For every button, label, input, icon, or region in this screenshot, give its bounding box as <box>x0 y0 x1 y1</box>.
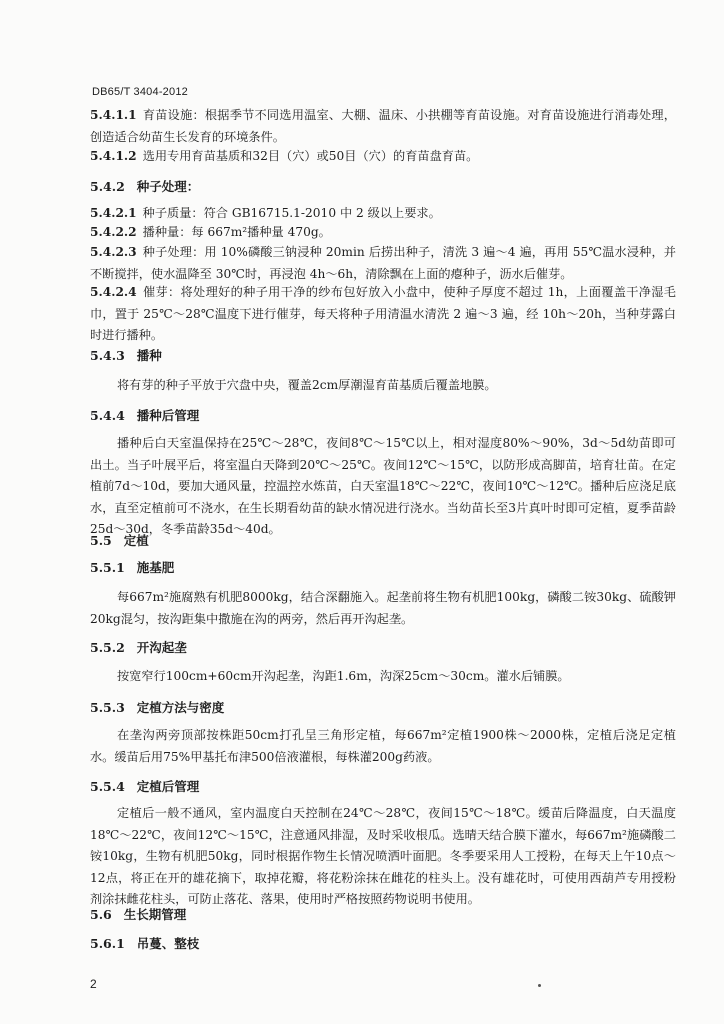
section-heading-5-6 <box>90 904 676 926</box>
section-number: 5.5.1 <box>90 560 125 575</box>
clause-text: 种子处理：用 10%磷酸三钠浸种 20min 后捞出种子，清洗 3 遍～4 遍，再用 55℃温水浸种，并不断搅拌，使水温降至 30℃时，再浸泡 4h～6h，清除飘在上面的瘪种子，沥水后催芽。 <box>90 245 676 281</box>
clause-number: 5.4.2.1 <box>90 206 137 220</box>
clause-number: 5.4.2.3 <box>90 245 137 259</box>
section-title: 生长期管理 <box>123 907 187 922</box>
section-title: 施基肥 <box>136 560 175 575</box>
standard-code: DB65/T 3404-2012 <box>92 86 188 98</box>
clause-5-4-1-2 <box>90 146 676 168</box>
paragraph-planting-density: 在垄沟两旁顶部按株距50cm打孔呈三角形定植，每667m²定植1900株～2000株，定植后浇足定植水。缓苗后用75%甲基托布津500倍液灌根，每株灌200g药液。 <box>90 728 676 764</box>
clause-text: 种子质量：符合 GB16715.1-2010 中 2 级以上要求。 <box>142 206 441 220</box>
section-number: 5.4.2 <box>90 179 125 194</box>
section-heading-5-5-4 <box>90 776 676 798</box>
clause-text: 选用专用育苗基质和32目（穴）或50目（穴）的育苗盘育苗。 <box>142 149 479 163</box>
section-number: 5.6 <box>90 907 112 922</box>
section-heading-5-5 <box>90 530 676 552</box>
section-title: 播种 <box>136 348 162 363</box>
section-heading-5-5-3 <box>90 697 676 719</box>
section-heading-5-5-2 <box>90 637 676 659</box>
section-title: 播种后管理 <box>136 408 200 423</box>
clause-5-4-1-1 <box>90 105 676 148</box>
scan-speck <box>538 984 541 987</box>
section-title: 开沟起垄 <box>136 640 187 655</box>
section-number: 5.5.3 <box>90 700 125 715</box>
section-number: 5.5.2 <box>90 640 125 655</box>
paragraph-post-sowing: 播种后白天室温保持在25℃～28℃，夜间8℃～15℃以上，相对湿度80%～90%，3d～5d幼苗即可出土。当子叶展平后，将室温白天降到20℃～25℃。夜间12℃～15℃，以防形成高脚苗，培育壮苗。在定植前7d～10d，要加大通风量，控温控水炼苗，白天室温18℃～22℃，夜间10℃～12℃。播种后应浇足底水，直至定植前可不浇水，在生长期看幼苗的缺水情况进行浇水。当幼苗长至3片真叶时即可定植，夏季苗龄25d～30d，冬季苗龄35d～40d。 <box>90 436 676 536</box>
section-number: 5.4.3 <box>90 348 125 363</box>
section-number: 5.4.4 <box>90 408 125 423</box>
section-heading-5-4-3 <box>90 345 676 367</box>
clause-5-4-2-4 <box>90 282 676 347</box>
section-heading-5-5-1 <box>90 557 676 579</box>
paragraph-post-planting: 定植后一般不通风，室内温度白天控制在24℃～28℃，夜间15℃～18℃。缓苗后降温度，白天温度18℃～22℃，夜间12℃～15℃，注意通风排湿，及时采收根瓜。选晴天结合膜下灌水，每667m²施磷酸二铵10kg，生物有机肥50kg，同时根据作物生长情况喷洒叶面肥。冬季要采用人工授粉，在每天上午10点～12点，将正在开的雄花摘下，取掉花瓣，将花粉涂抹在雌花的柱头上。没有雄花时，可使用西葫芦专用授粉剂涂抹雌花柱头，可防止落花、落果，使用时严格按照药物说明书使用。 <box>90 806 676 906</box>
paragraph-sowing: 将有芽的种子平放于穴盘中央，覆盖2cm厚潮湿育苗基质后覆盖地膜。 <box>117 378 497 392</box>
section-number: 5.6.1 <box>90 936 125 951</box>
clause-5-4-2-2 <box>90 222 676 244</box>
section-title: 种子处理： <box>136 179 200 194</box>
clause-number: 5.4.1.1 <box>90 108 137 122</box>
section-number: 5.5.4 <box>90 779 125 794</box>
section-heading-5-6-1 <box>90 933 676 955</box>
clause-number: 5.4.2.2 <box>90 225 137 239</box>
clause-5-4-2-3 <box>90 242 676 285</box>
section-title: 定植 <box>123 533 149 548</box>
clause-number: 5.4.1.2 <box>90 149 137 163</box>
section-heading-5-4-4 <box>90 405 676 427</box>
clause-number: 5.4.2.4 <box>90 285 137 299</box>
section-title: 定植方法与密度 <box>136 700 225 715</box>
page-number: 2 <box>90 977 97 991</box>
section-title: 吊蔓、整枝 <box>136 936 200 951</box>
section-title: 定植后管理 <box>136 779 200 794</box>
clause-text: 育苗设施：根据季节不同选用温室、大棚、温床、小拱棚等育苗设施。对育苗设施进行消毒处理，创造适合幼苗生长发育的环境条件。 <box>90 108 676 144</box>
clause-text: 催芽：将处理好的种子用干净的纱布包好放入小盘中，使种子厚度不超过 1h，上面覆盖干净湿毛巾，置于 25℃～28℃温度下进行催芽，每天将种子用清温水清洗 2 遍～3 遍，经 10h～20h，当种芽露白时进行播种。 <box>90 285 676 342</box>
section-heading-5-4-2 <box>90 176 676 198</box>
paragraph-base-fertilizer: 每667m²施腐熟有机肥8000kg，结合深翻施入。起垄前将生物有机肥100kg，磷酸二铵30kg、硫酸钾20kg混匀，按沟距集中撒施在沟的两旁，然后再开沟起垄。 <box>90 590 676 626</box>
paragraph-ridging: 按宽窄行100cm+60cm开沟起垄，沟距1.6m，沟深25cm～30cm。灌水后铺膜。 <box>117 669 570 683</box>
section-number: 5.5 <box>90 533 112 548</box>
clause-text: 播种量：每 667m²播种量 470g。 <box>142 225 331 239</box>
